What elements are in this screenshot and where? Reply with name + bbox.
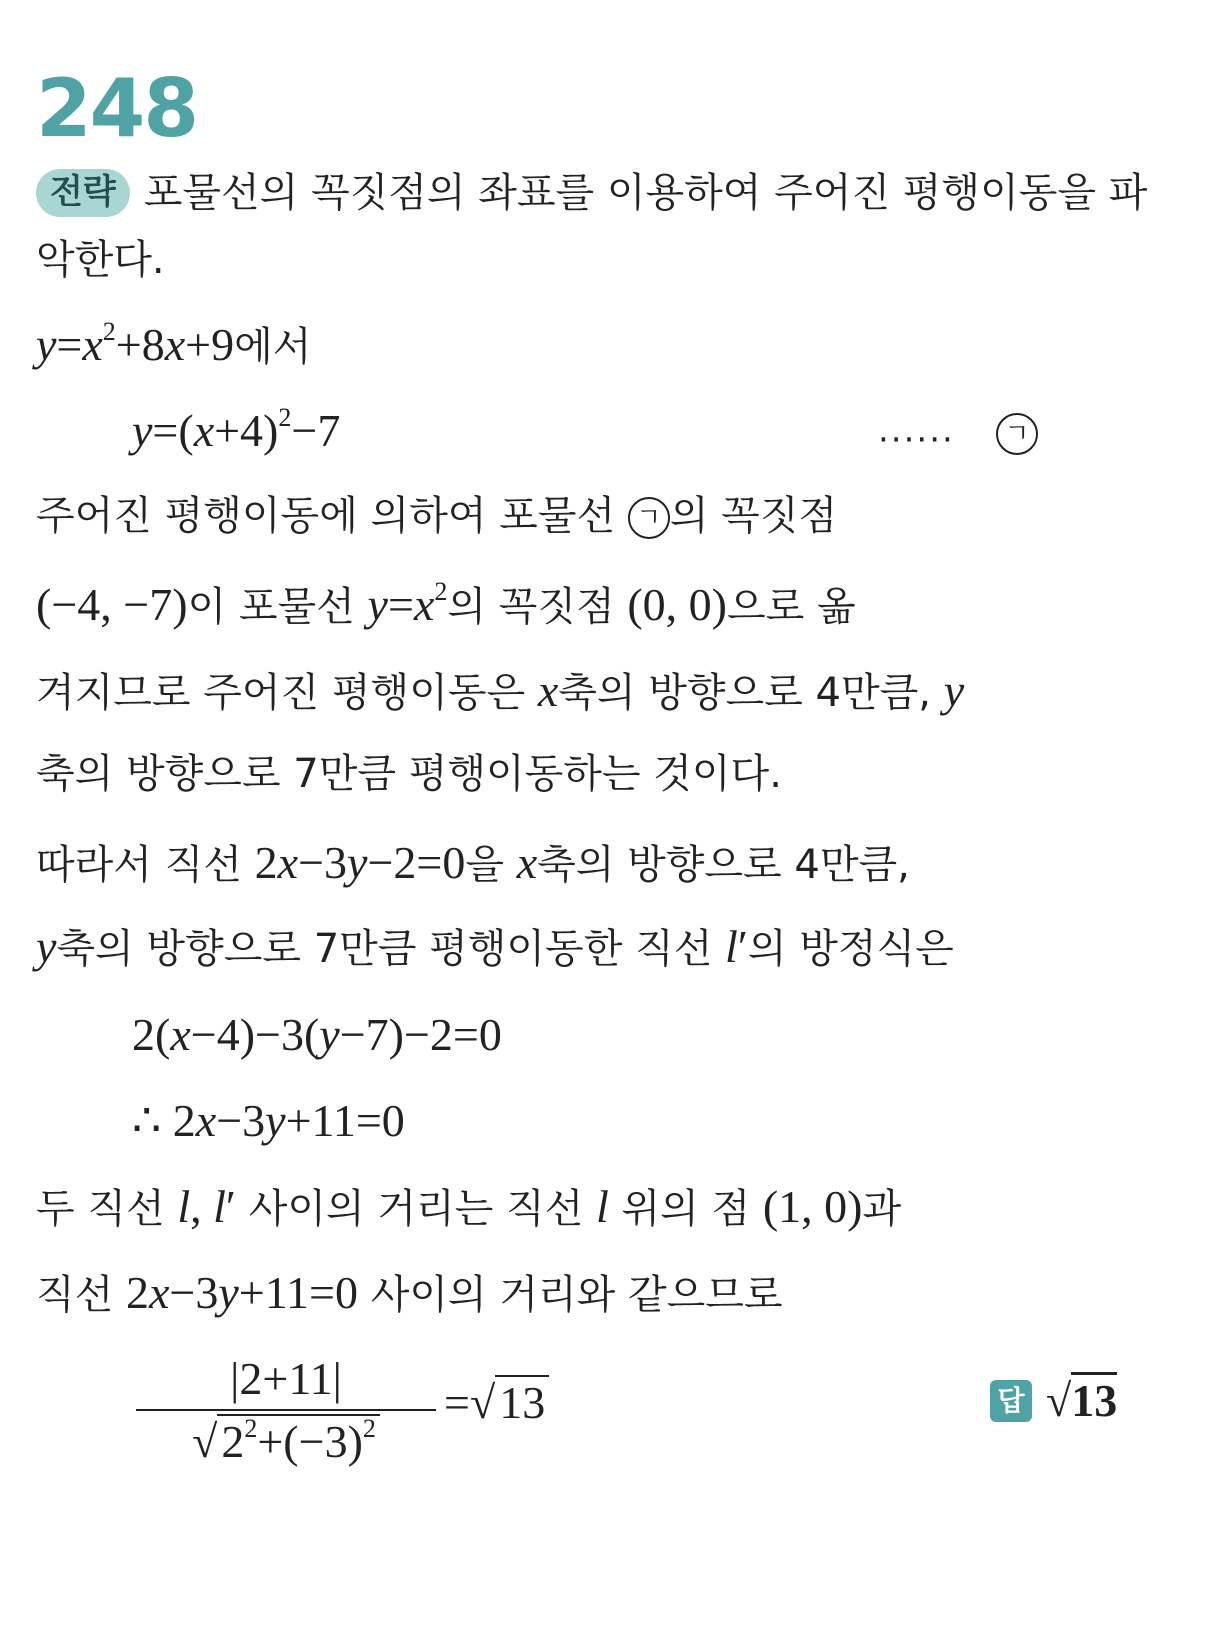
equation-line-12: ∴ 2x−3y+11=0: [132, 1095, 405, 1146]
fraction-numerator: |2+11|: [230, 1353, 342, 1404]
body-line-6-c: 으로 옮: [726, 584, 856, 630]
body-line-7-b: 축의 방향으로 4만큼,: [558, 670, 944, 716]
body-line-13: 두 직선 l, l′ 사이의 거리는 직선 l 위의 점 (1, 0)과: [36, 1181, 902, 1232]
body-line-9-b: 을: [465, 842, 517, 888]
strategy-line-1: [36, 172, 1147, 220]
body-line-14-a: 직선: [36, 1272, 126, 1318]
body-line-13-d: 과: [862, 1186, 902, 1232]
body-line-7: 겨지므로 주어진 평행이동은 x축의 방향으로 4만큼, y: [36, 665, 965, 716]
distance-fraction: [136, 1352, 436, 1468]
strategy-line-2: 악한다.: [36, 237, 165, 283]
body-line-5-tail: 의 꼭짓점: [669, 493, 838, 539]
sqrt-icon: √: [192, 1416, 218, 1467]
fraction-bar: [136, 1409, 436, 1411]
body-line-9-c: 축의 방향으로 4만큼,: [537, 842, 910, 888]
circled-marker-icon: ㄱ: [628, 497, 670, 539]
answer-badge: 답: [990, 1380, 1032, 1422]
equation-line-1-tail: 에서: [234, 324, 312, 370]
body-line-5: [36, 493, 838, 539]
equation-vertex-form: $y=(x+4)^2-7$: [132, 403, 341, 456]
body-line-10: y축의 방향으로 7만큼 평행이동한 직선 l′의 방정식은: [36, 921, 954, 972]
body-line-5-text: 주어진 평행이동에 의하여 포물선: [36, 493, 628, 539]
circled-marker-icon: ㄱ: [996, 413, 1038, 455]
sqrt-icon: √: [469, 1377, 496, 1428]
body-line-10-b: 의 방정식은: [747, 926, 954, 972]
answer-sqrt-icon: √: [1046, 1375, 1072, 1426]
body-line-13-b: 사이의 거리는 직선: [235, 1186, 596, 1232]
answer-value: 13: [1071, 1372, 1117, 1426]
fraction-result: =√13: [444, 1380, 549, 1426]
body-line-6-a: 이 포물선: [187, 584, 368, 630]
equation-dots: ······: [878, 420, 955, 460]
body-line-6: (−4, −7)이 포물선 $y=x^2$의 꼭짓점 (0, 0)으로 옮: [36, 577, 856, 630]
equation-line-11: 2(x−4)−3(y−7)−2=0: [132, 1009, 502, 1060]
strategy-text-1: 포물선의 꼭짓점의 좌표를 이용하여 주어진 평행이동을 파: [143, 170, 1148, 216]
problem-number: 248: [36, 62, 197, 155]
equation-line-1: $y=x^2+8x+9$에서: [36, 317, 312, 370]
equation-marker: [996, 412, 1038, 455]
body-line-7-a: 겨지므로 주어진 평행이동은: [36, 670, 538, 716]
body-line-14: 직선 2x−3y+11=0 사이의 거리와 같으므로: [36, 1267, 783, 1318]
body-line-9-a: 따라서 직선: [36, 842, 255, 888]
body-line-10-a: 축의 방향으로 7만큼 평행이동한 직선: [56, 926, 726, 972]
body-line-6-b: 의 꼭짓점: [447, 584, 628, 630]
body-line-14-b: 사이의 거리와 같으므로: [357, 1272, 783, 1318]
answer: [990, 1375, 1118, 1426]
body-line-13-a: 두 직선: [36, 1186, 178, 1232]
body-line-9: 따라서 직선 2x−3y−2=0을 x축의 방향으로 4만큼,: [36, 837, 910, 888]
body-line-8: 축의 방향으로 7만큼 평행이동하는 것이다.: [36, 751, 782, 797]
strategy-badge: 전략: [36, 169, 130, 217]
body-line-13-c: 위의 점: [608, 1186, 763, 1232]
fraction-denominator: $√2^2+(-3)^2$: [136, 1415, 436, 1468]
